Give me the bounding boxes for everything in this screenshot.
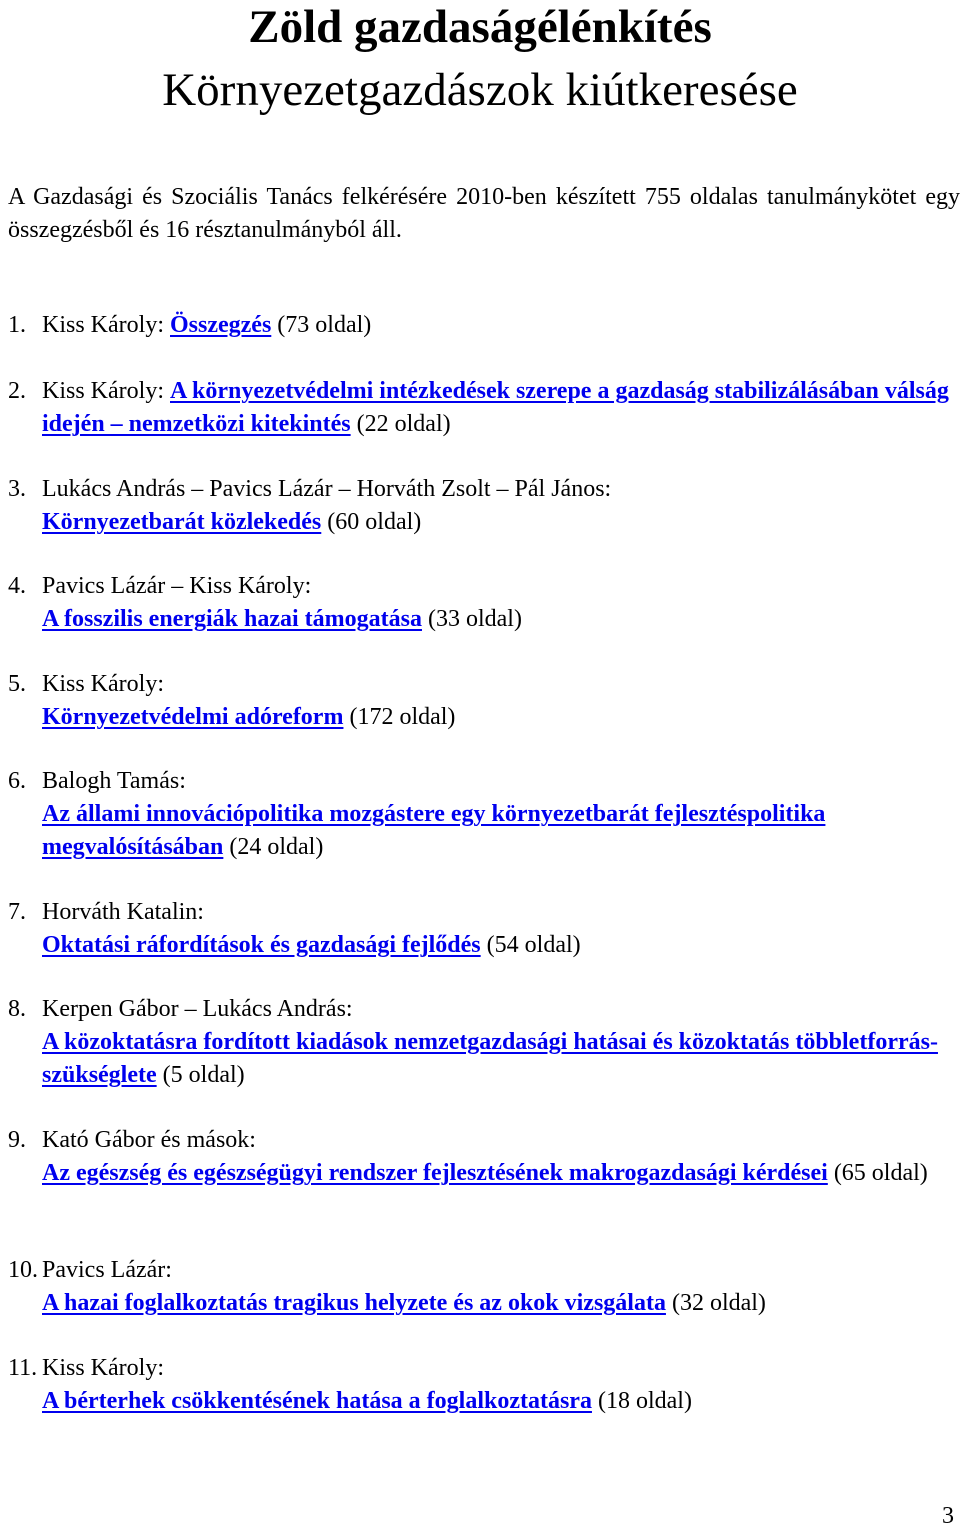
item-link[interactable]: Az állami innovációpolitika mozgástere egy környezetbarát fejlesztéspolitika megvalósításában — [42, 801, 826, 860]
item-number: 5. — [8, 671, 26, 697]
item-number: 8. — [8, 996, 26, 1022]
item-author: Kiss Károly: — [42, 1355, 164, 1381]
list-item — [8, 309, 953, 342]
item-link[interactable]: A hazai foglalkoztatás tragikus helyzete és az okok vizsgálata — [42, 1290, 666, 1316]
list-item — [8, 765, 953, 864]
item-pages: (65 oldal) — [827, 1160, 928, 1186]
list-item — [8, 1124, 953, 1190]
item-link[interactable]: A közoktatásra fordított kiadások nemzetgazdasági hatásai és közoktatás többletforrás-szükséglete — [42, 1029, 938, 1088]
list-item — [8, 375, 953, 441]
item-author: Kerpen Gábor – Lukács András: — [42, 996, 353, 1022]
item-number: 6. — [8, 768, 26, 794]
list-item — [8, 570, 953, 636]
item-pages: (32 oldal) — [665, 1290, 766, 1316]
item-number: 4. — [8, 573, 26, 599]
item-link[interactable]: A környezetvédelmi intézkedések szerepe a gazdaság stabilizálásában válság idején – nemzetközi kitekintés — [42, 378, 949, 437]
item-pages: (60 oldal) — [321, 509, 422, 535]
item-link[interactable]: Környezetbarát közlekedés — [42, 509, 322, 535]
item-number: 2. — [8, 378, 26, 404]
item-link[interactable]: Környezetvédelmi adóreform — [42, 704, 344, 730]
document-title: Zöld gazdaságélénkítés — [248, 1, 712, 53]
item-link[interactable]: A bérterhek csökkentésének hatása a foglalkoztatásra — [42, 1388, 592, 1414]
item-pages: (54 oldal) — [480, 932, 581, 958]
list-item — [8, 896, 953, 962]
item-number: 3. — [8, 476, 26, 502]
item-author: Balogh Tamás: — [42, 768, 186, 794]
document-subtitle: Környezetgazdászok kiútkeresése — [162, 64, 798, 116]
item-link[interactable]: Összegzés — [170, 312, 272, 338]
item-author: Pavics Lázár – Kiss Károly: — [42, 573, 312, 599]
page-number: 3 — [942, 1503, 954, 1529]
item-number: 11. — [8, 1355, 38, 1381]
item-pages: (73 oldal) — [271, 312, 372, 338]
list-item — [8, 668, 953, 734]
item-link[interactable]: Az egészség és egészségügyi rendszer fejlesztésének makrogazdasági kérdései — [42, 1160, 828, 1186]
item-author: Horváth Katalin: — [42, 899, 204, 925]
item-number: 9. — [8, 1127, 26, 1153]
item-link[interactable]: A fosszilis energiák hazai támogatása — [42, 606, 422, 632]
item-pages: (18 oldal) — [591, 1388, 692, 1414]
item-pages: (5 oldal) — [156, 1062, 245, 1088]
list-item — [8, 993, 953, 1092]
item-author: Lukács András – Pavics Lázár – Horváth Zsolt – Pál János: — [42, 476, 612, 502]
list-item — [8, 1352, 953, 1418]
item-pages: (33 oldal) — [421, 606, 522, 632]
item-link[interactable]: Oktatási ráfordítások és gazdasági fejlődés — [42, 932, 481, 958]
list-item — [8, 473, 953, 539]
item-number: 7. — [8, 899, 26, 925]
item-pages: (24 oldal) — [223, 834, 324, 860]
item-pages: (172 oldal) — [343, 704, 456, 730]
item-author: Kató Gábor és mások: — [42, 1127, 256, 1153]
item-pages: (22 oldal) — [350, 411, 451, 437]
item-author: Kiss Károly: — [42, 671, 164, 697]
item-number: 1. — [8, 312, 26, 338]
list-item — [8, 1254, 953, 1320]
item-author: Kiss Károly: — [42, 378, 170, 404]
item-number: 10. — [8, 1257, 38, 1283]
intro-paragraph: A Gazdasági és Szociális Tanács felkérésére 2010-ben készített 755 oldalas tanulmánykötet egy összegzésből és 16 résztanulmányból áll. — [8, 184, 960, 243]
item-author: Kiss Károly: — [42, 312, 170, 338]
item-author: Pavics Lázár: — [42, 1257, 172, 1283]
